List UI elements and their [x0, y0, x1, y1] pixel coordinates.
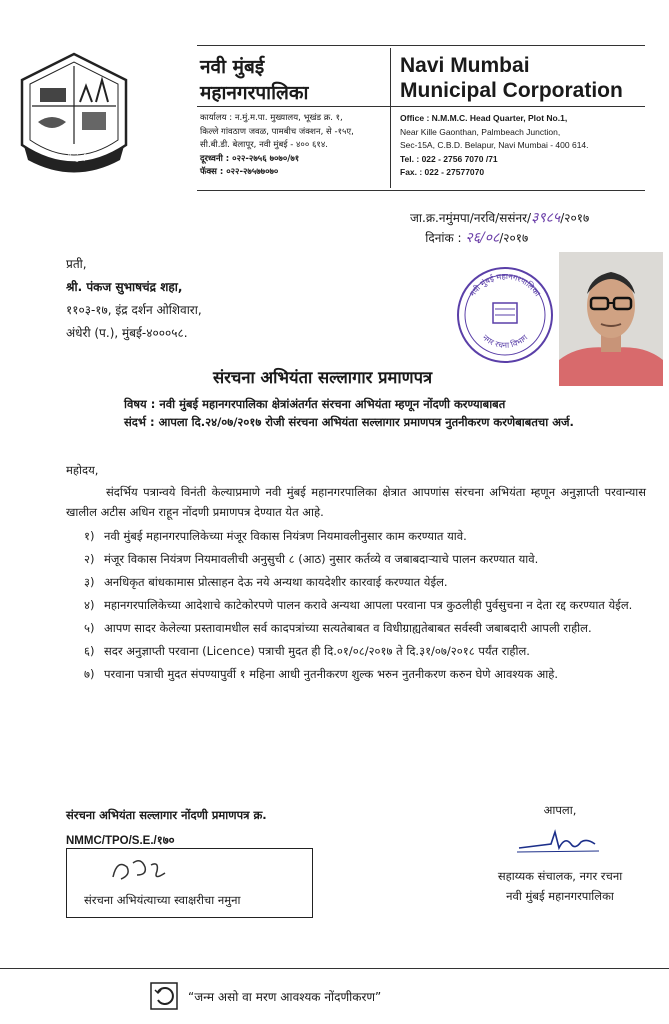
condition-number: ३): [84, 575, 95, 589]
condition-item: [66, 595, 646, 615]
condition-text: मंजूर विकास नियंत्रण नियमावलीची अनुसुची ८ (आठ) नुसार कर्तव्ये व जबाबदाऱ्याचे पालन करण्यात यावे.: [104, 552, 539, 566]
header-rule-mid: [197, 106, 645, 107]
condition-number: ६): [84, 644, 95, 658]
stamp-top-text: नवी मुंबई महानगरपालिका: [467, 271, 542, 298]
official-signature: [515, 820, 605, 860]
header-mr-line1: नवी मुंबई: [200, 56, 265, 78]
mr-address-line: किल्ले गांवठाण जवळ, पामबीच जंक्शन, से -१५ए,: [200, 126, 354, 137]
condition-text: सदर अनुज्ञाप्ती परवाना (Licence) पत्राची मुदत ही दि.०१/०८/२०१७ ते दि.३१/०७/२०१८ पर्यंत राहील.: [104, 644, 530, 658]
header-rule-bottom: [197, 190, 645, 191]
condition-item: [66, 526, 646, 546]
condition-number: १): [84, 529, 95, 543]
registration-label: संरचना अभियंता सल्लागार नोंदणी प्रमाणपत्र क्र.: [66, 808, 267, 822]
mr-address-line: सी.बी.डी. बेलापूर, नवी मुंबई - ४०० ६१४.: [200, 140, 328, 150]
reference-label: संदर्भ :: [124, 415, 155, 429]
nmmc-emblem: [14, 50, 134, 180]
ref-prefix: जा.क्र.नमुंमपा/नरवि/ससंनर/: [410, 211, 532, 225]
reference-block: [410, 208, 589, 248]
reference-text: आपला दि.२४/०७/२०१७ रोजी संरचना अभियंता सल्लागार प्रमाणपत्र नुतनीकरण करणेबाबतचा अर्ज.: [158, 415, 574, 429]
header-english-title: [400, 53, 623, 103]
condition-text: महानगरपालिकेच्या आदेशाचे काटेकोरपणे पालन करावे अन्यथा आपला परवाना पत्र कुठलीही पुर्वसुचना न देता रद्द करण्यात येईल.: [104, 598, 633, 612]
mr-phone: दूरध्वनी : ०२२-२७५६ ७०७०/७१: [200, 153, 300, 164]
specimen-label: संरचना अभियंत्याच्या स्वाक्षरीचा नमुना: [84, 893, 241, 907]
registration-block: [66, 802, 267, 854]
reference-number: [410, 208, 589, 228]
condition-text: आपण सादर केलेल्या प्रस्तावामधील सर्व कादपत्रांच्या सत्यतेबाबत व विधीग्राह्यतेबाबत सर्वस्वी जबाबदारी आपली राहील.: [104, 621, 592, 635]
date-year: /२०१७: [499, 231, 529, 245]
recipient-address: ११०३-१७, इंद्र दर्शन ओशिवारा,: [66, 303, 202, 317]
header-marathi-title: [200, 54, 308, 106]
signatory-org: नवी मुंबई महानगरपालिका: [506, 889, 614, 903]
footer-slogan: “जन्म असो वा मरण आवश्यक नोंदणीकरण”: [188, 990, 382, 1004]
subject-block: [124, 395, 624, 431]
salutation: महोदय,: [66, 463, 99, 477]
ref-number-handwritten: ३९८५: [531, 210, 561, 226]
subject-text: नवी मुंबई महानगरपालिका क्षेत्रांअंतर्गत संरचना अभियंता म्हणून नोंदणी करण्याबाबत: [159, 397, 506, 411]
applicant-photo: [559, 252, 663, 386]
condition-number: ४): [84, 598, 95, 612]
condition-number: ५): [84, 621, 95, 635]
condition-number: ७): [84, 667, 95, 681]
condition-text: परवाना पत्राची मुदत संपण्यापुर्वी १ महिना आधी नुतनीकरण शुल्क भरुन नुतनीकरण करुन घेणे आवश्यक आहे.: [104, 667, 558, 681]
english-address: [400, 112, 589, 180]
subject-label: विषय :: [124, 397, 156, 411]
marathi-address: [200, 112, 354, 180]
recipient-address: अंधेरी (प.), मुंबई-४०००५८.: [66, 326, 188, 340]
signatory-designation: सहाय्यक संचालक, नगर रचना: [497, 869, 623, 883]
certificate-title: संरचना अभियंता सल्लागार प्रमाणपत्र: [213, 368, 433, 387]
specimen-signature: [107, 853, 177, 887]
recipient-block: [66, 253, 202, 345]
mr-fax: फॅक्स : ०२२-२७५७७०७०: [200, 167, 279, 177]
condition-item: [66, 664, 646, 684]
condition-number: २): [84, 552, 95, 566]
letter-body: [66, 460, 646, 687]
condition-text: नवी मुंबई महानगरपालिकेच्या मंजूर विकास नियंत्रण नियमावलीनुसार काम करण्यात यावे.: [104, 529, 467, 543]
date-label: दिनांक :: [425, 231, 462, 245]
recipient-prati: प्रती,: [66, 257, 87, 271]
header-divider: [390, 48, 391, 188]
en-office: Office : N.M.M.C. Head Quarter, Plot No.1,: [400, 113, 568, 123]
header-mr-line2: महानगरपालिका: [200, 82, 309, 104]
registration-number: NMMC/TPO/S.E./१७०: [66, 835, 175, 847]
header-en-line1: Navi Mumbai: [400, 54, 530, 77]
condition-text: अनधिकृत बांधकामास प्रोत्साहन देऊ नये अन्यथा कायदेशीर कारवाई करण्यात येईल.: [104, 575, 448, 589]
en-tel: Tel. : 022 - 2756 7070 /71: [400, 153, 498, 164]
svg-text:नगर रचना विभाग: [481, 333, 530, 350]
header-rule-top: [197, 45, 645, 46]
condition-item: [66, 549, 646, 569]
condition-item: [66, 641, 646, 661]
official-stamp: [455, 265, 555, 365]
condition-item: [66, 572, 646, 592]
date-handwritten: २६/०८: [465, 230, 500, 246]
en-fax: Fax. : 022 - 27577070: [400, 167, 485, 177]
mr-address-line: कार्यालय : न.मुं.म.पा. मुख्यालय, भूखंड क्र. १,: [200, 113, 343, 123]
header-en-line2: Municipal Corporation: [400, 79, 623, 102]
en-address-line: Near Kille Gaonthan, Palmbeach Junction,: [400, 126, 561, 137]
footer-rule: [0, 968, 669, 969]
signatory-block: [470, 800, 650, 906]
intro-paragraph: संदर्भिय पत्रान्वये विनंती केल्याप्रमाणे नवी मुंबई महानगरपालिका क्षेत्रात आपणांस संरचना अभियंता म्हणून अनुज्ञाप्ती परवान्यास खालील अटीस अधिन राहून नोंदणी प्रमाणपत्र देण्यात येत आहे.: [66, 485, 646, 519]
reference-date: [410, 228, 589, 248]
emblem-label: नवी मुंबई: [62, 154, 86, 162]
en-address-line: Sec-15A, C.B.D. Belapur, Navi Mumbai - 400 614.: [400, 140, 589, 150]
closing-text: आपला,: [543, 803, 577, 817]
registration-logo-icon: [150, 982, 178, 1010]
condition-item: [66, 618, 646, 638]
ref-suffix: /२०१७: [560, 211, 590, 225]
stamp-bottom-text: नगर रचना विभाग: [480, 332, 530, 350]
recipient-name: श्री. पंकज सुभाषचंद्र शहा,: [66, 280, 183, 294]
